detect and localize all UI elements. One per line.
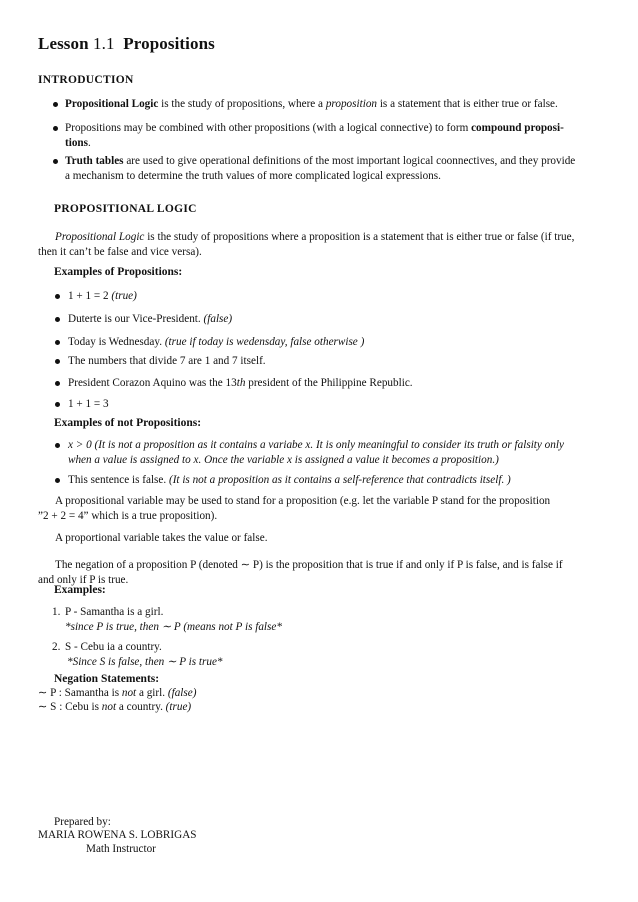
ordinal-suffix: th bbox=[236, 377, 246, 389]
explanation-text: *Since S is false, then ∼ P is true* bbox=[67, 656, 223, 668]
term-italic: proposition bbox=[325, 98, 378, 110]
term-bold: Truth tables bbox=[65, 155, 124, 167]
negation-examples-heading: Examples: bbox=[54, 584, 106, 596]
paragraph-text: ”2 + 2 = 4” which is a true proposition). bbox=[38, 509, 218, 522]
statement-text: a country. bbox=[116, 701, 166, 713]
title-number: 1.1 bbox=[93, 34, 115, 53]
negation-statements-heading: Negation Statements: bbox=[54, 673, 160, 685]
example-text: The numbers that divide 7 are 1 and 7 itself. bbox=[68, 355, 266, 367]
variable-paragraph bbox=[38, 494, 603, 523]
author-name: MARIA ROWENA S. LOBRIGAS bbox=[38, 829, 197, 841]
emphasis: not bbox=[101, 701, 117, 713]
item-number: 1. bbox=[52, 606, 61, 618]
example-text: president of the Philippine Republic. bbox=[245, 377, 413, 389]
truth-note: (true) bbox=[165, 701, 192, 713]
statement-text: a girl. bbox=[136, 687, 168, 699]
example-text: This sentence is false. bbox=[68, 474, 167, 486]
bullet-dot-icon bbox=[53, 159, 58, 164]
section-heading-propositional-logic: PROPOSITIONAL LOGIC bbox=[54, 203, 197, 215]
term-bold: Propositional Logic bbox=[65, 98, 159, 110]
example-text: Today is Wednesday. bbox=[68, 336, 163, 348]
prepared-by-label: Prepared by: bbox=[54, 816, 111, 828]
lesson-title bbox=[38, 34, 215, 54]
example-text: President Corazon Aquino was the 13 bbox=[68, 377, 237, 389]
bullet-dot-icon bbox=[53, 102, 58, 107]
bullet-dot-icon bbox=[55, 340, 60, 345]
example-text: S - Cebu ia a country. bbox=[65, 641, 162, 653]
term-italic: Propositional Logic bbox=[55, 231, 145, 243]
bullet-dot-icon bbox=[55, 317, 60, 322]
truth-note: (false) bbox=[167, 687, 197, 699]
item-number: 2. bbox=[52, 641, 61, 653]
example-text: Duterte is our Vice-President. bbox=[68, 313, 201, 325]
truth-note: (false) bbox=[203, 313, 233, 325]
title-prefix: Lesson bbox=[38, 34, 89, 53]
emphasis: not bbox=[121, 687, 137, 699]
negation-paragraph bbox=[38, 558, 603, 587]
explanation-text: when a value is assigned to x. Once the variable x is assigned a value it becomes a proposition.) bbox=[68, 453, 499, 466]
term-bold: tions bbox=[65, 136, 89, 149]
variable-value-paragraph: A proportional variable takes the value or false. bbox=[55, 532, 268, 544]
math-expression: 1 + 1 = 2 bbox=[68, 290, 109, 302]
explanation-text: (It is not a proposition as it contains a variabe x. It is only meaningful to consider its truth or falsity only bbox=[94, 439, 564, 451]
paragraph-text: The negation of a proposition P (denoted ∼ P) is the proposition that is true if and only if P is false, and is false if bbox=[55, 559, 563, 571]
bullet-text: is a statement that is either true or false. bbox=[377, 98, 558, 110]
bullet-text: . bbox=[88, 136, 91, 149]
term-bold: compound proposi- bbox=[471, 122, 564, 134]
truth-note: (true) bbox=[111, 290, 137, 302]
paragraph-text: is the study of propositions where a proposition is a statement that is either true or false (if true, bbox=[144, 231, 575, 243]
bullet-text: is the study of propositions, where a bbox=[158, 98, 326, 110]
bullet-text: are used to give operational definitions of the most important logical coonnectives, and they provide bbox=[123, 155, 576, 167]
bullet-dot-icon bbox=[55, 478, 60, 483]
bullet-dot-icon bbox=[55, 294, 60, 299]
statement-text: ∼ P : Samantha is bbox=[38, 687, 122, 699]
example-text: P - Samantha is a girl. bbox=[65, 606, 164, 618]
bullet-text: Propositions may be combined with other propositions (with a logical connective) to form bbox=[65, 122, 472, 134]
paragraph-text: A propositional variable may be used to stand for a proposition (e.g. let the variable P stand for the proposition bbox=[55, 495, 551, 507]
bullet-dot-icon bbox=[55, 443, 60, 448]
paragraph-text: and only if P is true. bbox=[38, 573, 129, 586]
section-heading-introduction: INTRODUCTION bbox=[38, 74, 134, 86]
bullet-dot-icon bbox=[55, 359, 60, 364]
examples-propositions-heading: Examples of Propositions: bbox=[54, 266, 183, 278]
paragraph-text: then it can’t be false and vice versa). bbox=[38, 245, 202, 258]
truth-note: (true if today is wedensday, false otherwise ) bbox=[164, 336, 365, 348]
statement-text: ∼ S : Cebu is bbox=[38, 701, 102, 713]
negation-statement bbox=[38, 700, 191, 715]
bullet-text: a mechanism to determine the truth values of more complicated logical expressions. bbox=[65, 169, 441, 182]
bullet-dot-icon bbox=[53, 126, 58, 131]
math-expression: x > 0 bbox=[68, 439, 92, 451]
bullet-dot-icon bbox=[55, 381, 60, 386]
math-expression: 1 + 1 = 3 bbox=[68, 398, 109, 410]
explanation-text: (It is not a proposition as it contains a self-reference that contradicts itself. ) bbox=[168, 474, 511, 486]
propositional-logic-paragraph bbox=[38, 230, 603, 259]
explanation-text: *since P is true, then ∼ P (means not P is false* bbox=[65, 621, 282, 633]
bullet-dot-icon bbox=[55, 402, 60, 407]
examples-not-propositions-heading: Examples of not Propositions: bbox=[54, 417, 202, 429]
title-main: Propositions bbox=[123, 34, 215, 53]
negation-statement bbox=[38, 686, 196, 701]
author-role: Math Instructor bbox=[86, 843, 156, 855]
